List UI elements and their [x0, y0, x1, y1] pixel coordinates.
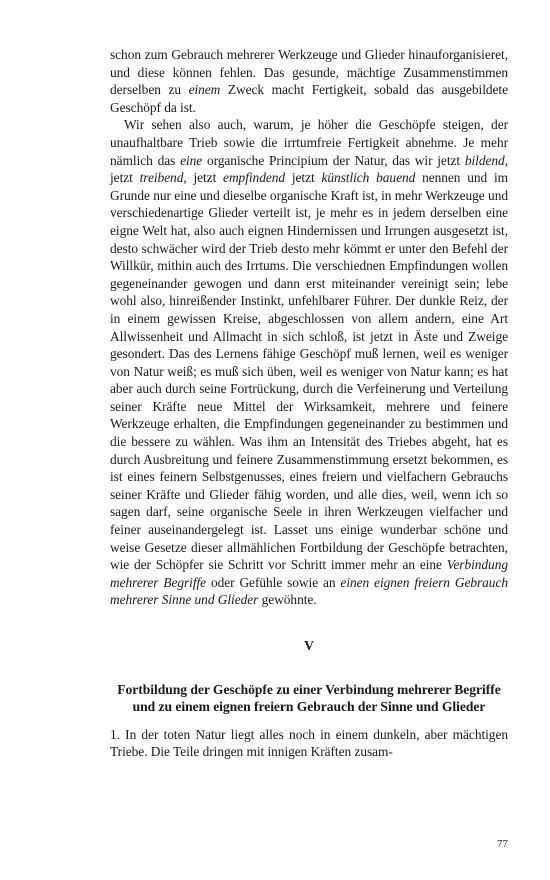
- section-numeral: V: [304, 638, 314, 653]
- text-run: , jetzt: [110, 152, 508, 186]
- emphasized-text: einen eignen freiern Gebrauch mehrerer Sinne und Glieder: [110, 574, 508, 608]
- text-run: , jetzt: [183, 170, 224, 186]
- text-run: oder Gefühle sowie an: [206, 574, 341, 590]
- section-heading: Fortbildung der Geschöpfe zu einer Verbindung mehrerer Begriffe und zu einem eignen freiern Gebrauch der Sinne und Glieder: [117, 681, 501, 715]
- section-first-paragraph: 1. In der toten Natur liegt alles noch in einem dunkeln, aber mächtigen Triebe. Die Teile dringen mit innigen Kräften zusam-: [110, 726, 508, 760]
- page-number: 77: [497, 838, 508, 850]
- text-run: Wir sehen also auch, warum, je höher die Geschöpfe steigen, der unaufhaltbare Trieb sowie die irrtumfreie Fertigkeit abnehme. Je mehr nämlich das: [110, 117, 508, 168]
- text-run: nennen und im Grunde nur eine und dieselbe organische Kraft ist, in mehr Werkzeuge und verschiedenartige Glieder verteilt ist, je mehr es in jedem derselben eine eigne Welt hat, also auch eignen Hindernissen und Irrungen ausgesetzt ist, desto schwächer wird der Trieb desto mehr kömmt er unter den Befehl der Willkür, mithin auch des Irrtums. Die verschiednen Empfindungen wollen gegeneinander gewogen und dann erst miteinander vereinigt sein; lebe wohl also, hinreißender Instinkt, unfehlbarer Führer. Der dunkle Reiz, der in einem gewissen Kreise, abgeschlossen von allem andern, eine Art Allwissenheit und Allmacht in sich schloß, ist jetzt in Äste und Zweige gesondert. Das des Lernens fähige Geschöpf muß lernen, weil es weniger von Natur weiß; es muß sich üben, weil es weniger von Natur kann; es hat aber auch durch seine Fortrückung, durch die Verfeinerung und Verteilung seiner Kräfte neue Mittel der Wirksamkeit, mehrere und feinere Werkzeuge erhalten, die Empfindungen gegeneinander zu bestimmen und die bessere zu wählen. Was ihm an Intensität des Triebes abgeht, hat es durch Ausbreitung und feinere Zusammenstimmung ersetzt bekommen, es ist eines feinern Selbstgenusses, eines freiern und vielfachern Gebrauchs seiner Kräfte und Glieder fähig worden, und alle dies, weil, wenn ich so sagen darf, seine organische Seele in ihren Werkzeugen vielfacher und feiner auseinandergelegt ist. Lasset uns einige wunderbar schöne und weise Gesetze dieser allmählichen Fortbildung der Geschöpfe betrachten, wie der Schöpfer sie Schritt vor Schritt immer mehr an eine: [110, 170, 508, 573]
- emphasized-text: treibend: [139, 170, 184, 186]
- paragraph-2: [110, 116, 508, 609]
- emphasized-text: Verbindung mehrerer Begriffe: [110, 557, 508, 590]
- emphasized-text: bildend: [464, 152, 505, 168]
- text-run: jetzt: [285, 170, 322, 186]
- emphasized-text: empfindend: [223, 170, 286, 186]
- text-run: gewöhnte.: [258, 592, 317, 608]
- emphasized-text: eine: [180, 152, 203, 168]
- emphasized-text: künstlich bauend: [321, 170, 416, 186]
- page-text-block: [110, 46, 508, 761]
- text-run: Zweck macht Fertigkeit, sobald das ausgebildete Geschöpf da ist.: [110, 82, 508, 115]
- text-run: schon zum Gebrauch mehrerer Werkzeuge und Glieder hinauforganisieret, und diese können fehlen. Das gesunde, mächtige Zusammenstimmen derselben zu: [110, 47, 508, 98]
- text-run: organische Principium der Natur, das wir jetzt: [202, 152, 465, 168]
- paragraph-1: [110, 46, 508, 116]
- emphasized-text: einem: [188, 82, 221, 98]
